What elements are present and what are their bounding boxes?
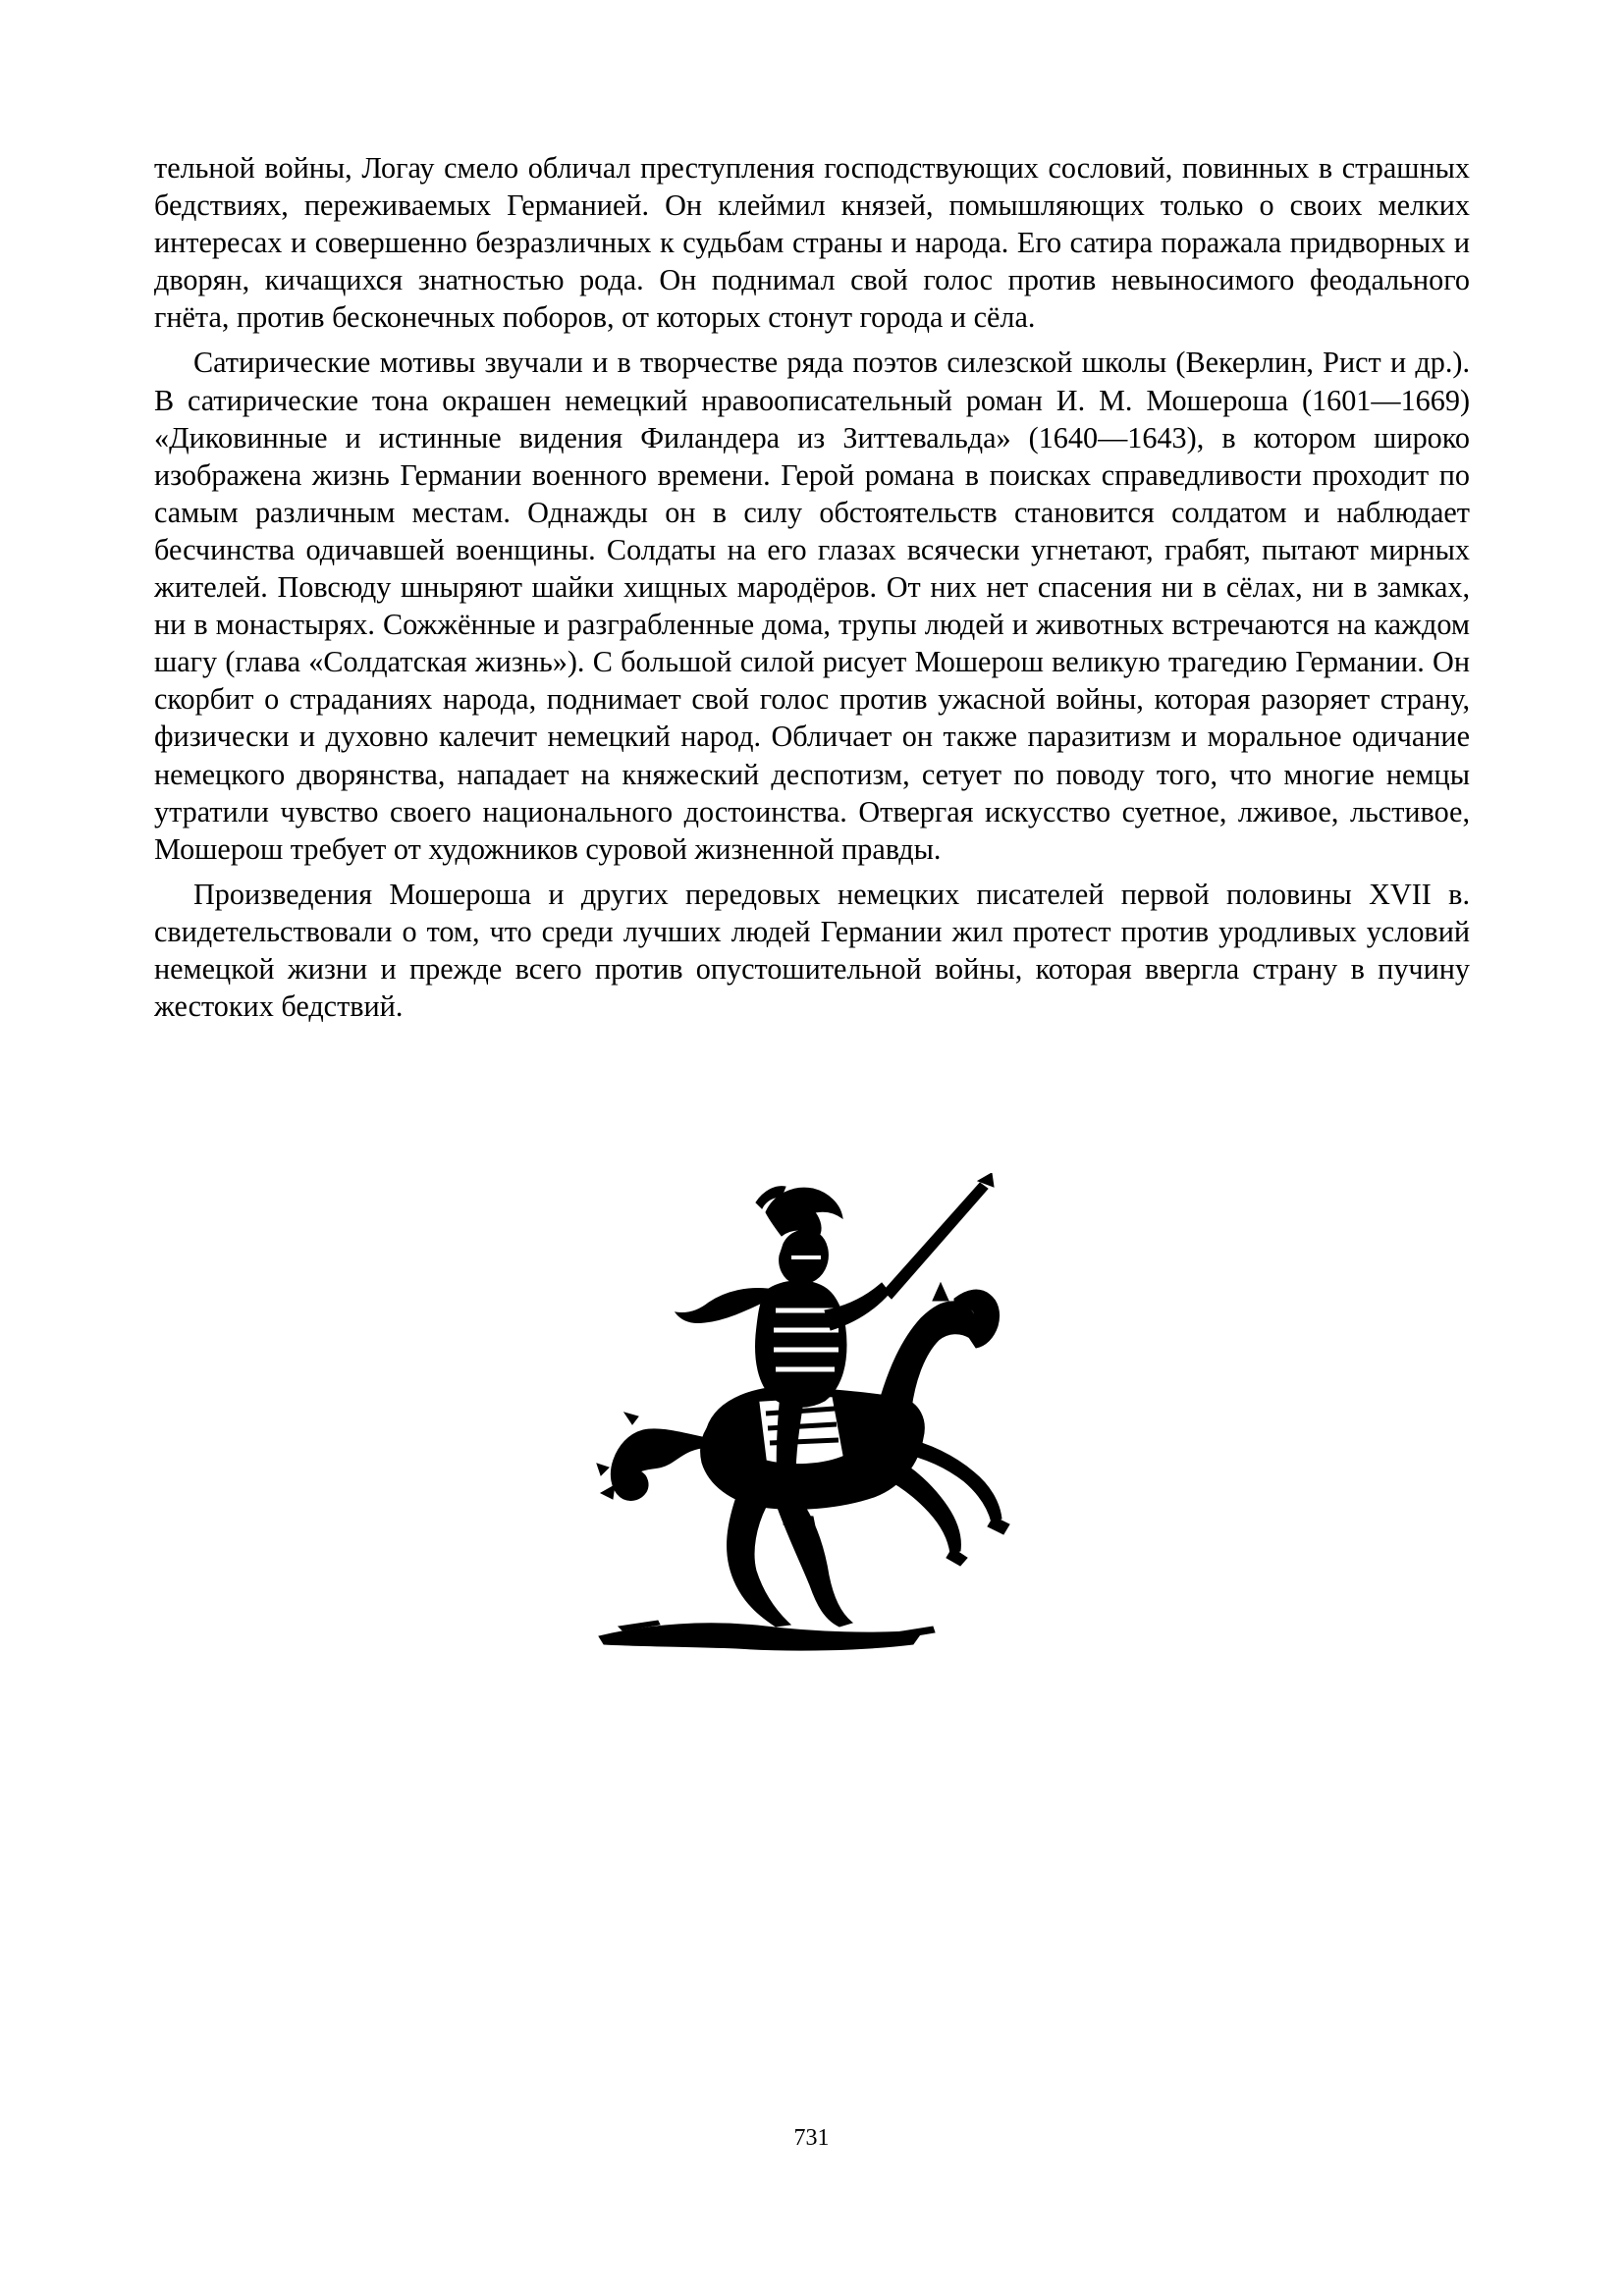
- paragraph-satirical-motifs: Сатирические мотивы звучали и в творчестве ряда поэтов силезской школы (Векерлин, Рист и др.). В сатирические тона окрашен немецкий нравоописательный роман И. М. Мошероша (1601—1669) «Диковинные и истинные видения Филандера из Зиттевальда» (1640—1643), в котором широко изображена жизнь Германии военного времени. Герой романа в поисках справедливости проходит по самым различным местам. Однажды он в силу обстоятельств становится солдатом и наблюдает бесчинства одичавшей военщины. Солдаты на его глазах всячески угнетают, грабят, пытают мирных жителей. Повсюду шныряют шайки хищных мародёров. От них нет спасения ни в сёлах, ни в замках, ни в монастырях. Сожжённые и разграбленные дома, трупы людей и животных встречаются на каждом шагу (глава «Солдатская жизнь»). С большой силой рисует Мошерош великую трагедию Германии. Он скорбит о страданиях народа, поднимает свой голос против ужасной войны, которая разоряет страну, физически и духовно калечит немецкий народ. Обличает он также паразитизм и моральное одичание немецкого дворянства, нападает на княжеский деспотизм, сетует по поводу того, что многие немцы утратили чувство своего национального достоинства. Отвергая искусство суетное, лживое, льстивое, Мошерош требует от художников суровой жизненной правды.: [154, 346, 1470, 866]
- ground-shadow: [599, 1624, 923, 1650]
- woodcut-illustration: [589, 1173, 1060, 1693]
- paragraph-continuation: тельной войны, Логау смело обличал преступления господствующих сословий, повинных в страшных бедствиях, переживаемых Германией. Он клеймил князей, помышляющих только о своих мелких интересах и совершенно безразличных к судьбам страны и народа. Его сатира поражала придворных и дворян, кичащихся знатностью рода. Он поднимал свой голос против невыносимого феодального гнёта, против бесконечных поборов, от которых стонут города и сёла.: [154, 151, 1470, 335]
- rider-on-horse-woodcut: [589, 1173, 1060, 1693]
- horse-neck: [879, 1302, 980, 1409]
- rider-torso: [756, 1281, 846, 1407]
- paragraph-moscherosch-conclusion: Произведения Мошероша и других передовых немецких писателей первой половины XVII в. свидетельствовали о том, что среди лучших людей Германии жил протест против уродливых условий немецкой жизни и прежде всего против опустошительной войны, которая ввергла страну в пучину жестоких бедствий.: [154, 877, 1470, 1024]
- rider-cape: [676, 1289, 768, 1323]
- page-number: 731: [793, 2125, 830, 2151]
- lance: [884, 1183, 988, 1299]
- horse-tail: [611, 1429, 707, 1501]
- horse-front-leg-left: [884, 1458, 960, 1554]
- body-text: [154, 149, 1470, 1025]
